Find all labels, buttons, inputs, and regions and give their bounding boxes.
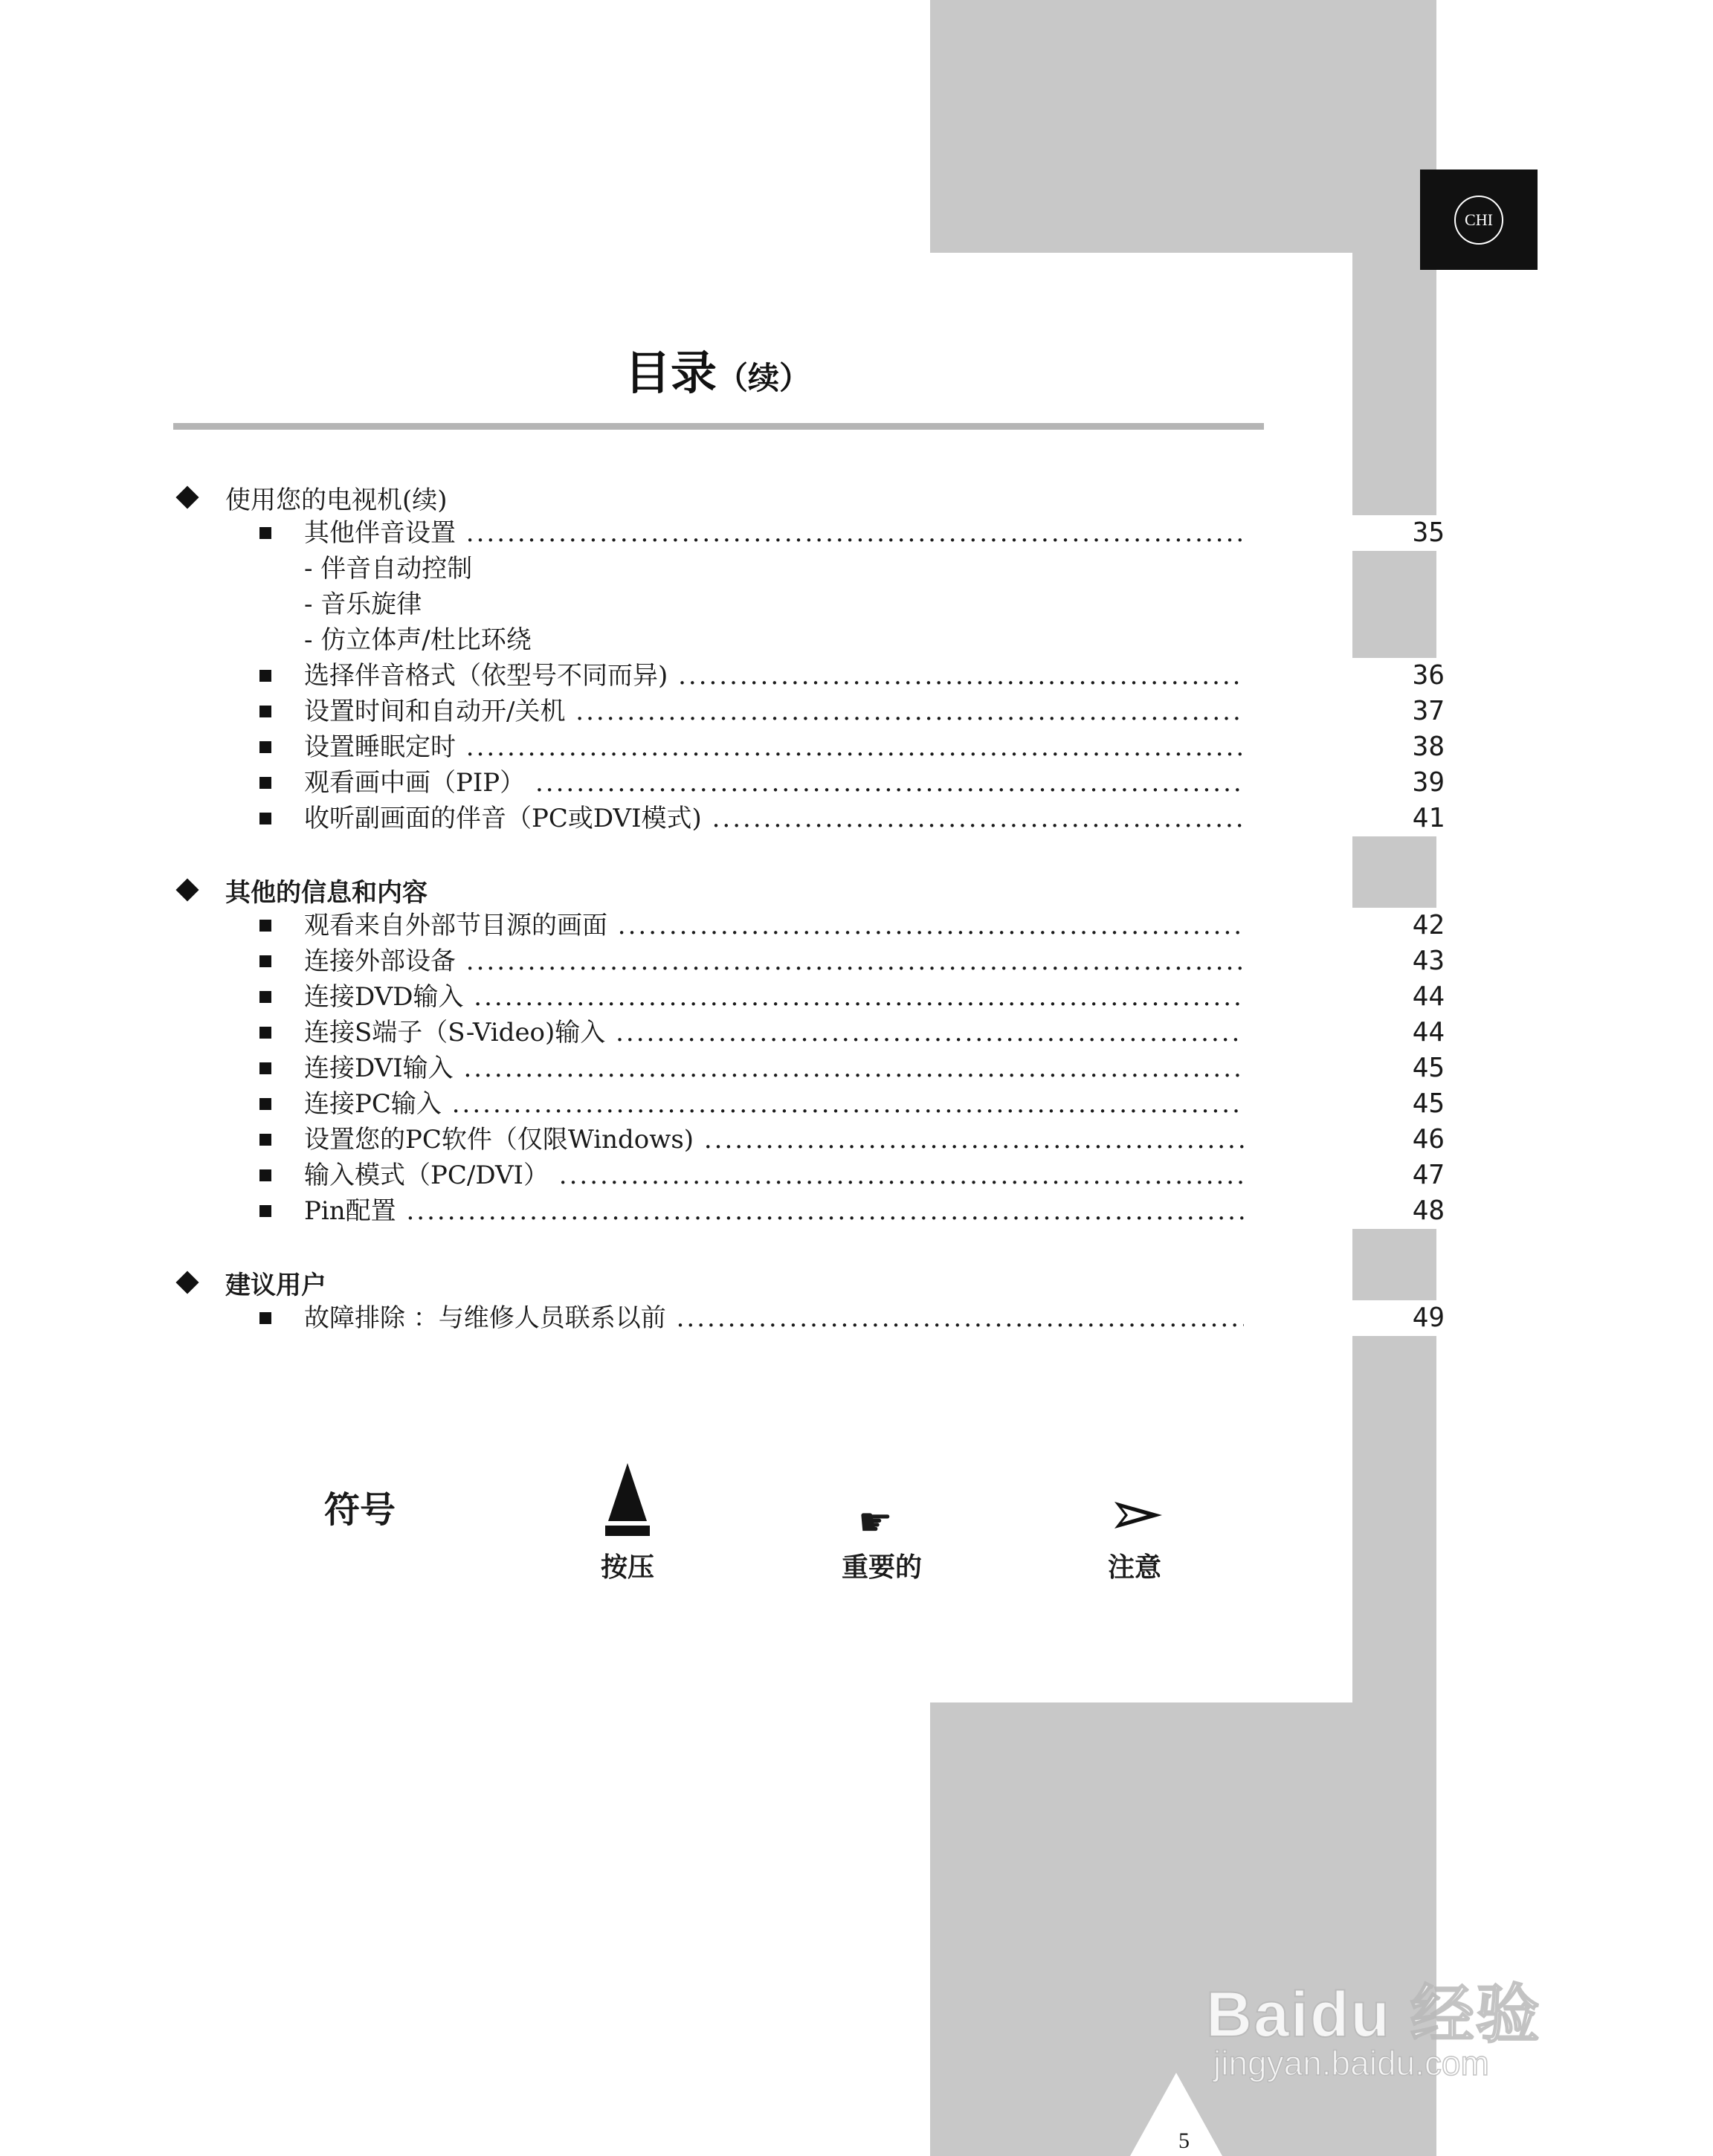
diamond-bullet-icon [175,1271,199,1294]
toc-subentry: - 仿立体声/杜比环绕 [304,625,532,655]
toc-entry-label: 连接DVI输入 ..... [304,1050,1356,1086]
toc-entry-page-area [1244,765,1445,801]
language-tab-label: CHI [1454,196,1503,245]
toc-section-title: 其他的信息和内容 [225,877,428,908]
diamond-bullet-icon [175,878,199,901]
toc-entry-page-area [1244,1015,1445,1050]
toc-entry [173,765,1445,801]
toc-entry-page-area [1244,979,1445,1015]
toc-entry [173,1122,1445,1158]
toc-section [173,872,1445,1229]
toc-entry [173,1086,1445,1122]
square-bullet-icon [259,1098,271,1110]
square-bullet-icon [259,670,271,682]
toc-section-title: 使用您的电视机(续) [225,485,448,515]
title-divider [173,423,1264,430]
pointing-hand-icon: ☛ [858,1500,893,1545]
square-bullet-icon [259,1027,271,1039]
symbol-press-caption: 按压 [600,1552,654,1583]
diamond-bullet-icon [175,485,199,509]
table-of-contents [173,480,1445,1336]
square-bullet-icon [259,527,271,539]
toc-entry-page-area [1244,729,1445,765]
square-bullet-icon [259,1169,271,1181]
toc-entry-page: 35 [1412,517,1445,548]
toc-entry-page-area [1244,1122,1445,1158]
toc-entry [173,1158,1445,1193]
toc-entry [173,1050,1445,1086]
toc-entry-label: 连接S端子（S-Video)输入 ..... [304,1015,1356,1050]
page-title [171,336,1264,402]
toc-entry-label: 观看来自外部节目源的画面 ..... [304,908,1356,943]
toc-entry-label: Pin配置 ..... [304,1193,1356,1229]
symbols-heading: 符号 [324,1489,396,1531]
toc-entry [173,979,1445,1015]
toc-entry-page: 37 [1412,696,1445,726]
toc-entry-page-area [1244,1158,1445,1193]
square-bullet-icon [259,706,271,717]
watermark-main: Baidu 经验 [1206,1979,1541,2050]
toc-entry-page-area [1244,515,1445,551]
toc-entry [173,1015,1445,1050]
square-bullet-icon [259,777,271,789]
toc-entry [173,1193,1445,1229]
toc-entry-page-area [1244,1193,1445,1229]
toc-section-heading [173,872,1274,908]
toc-entry-label: 选择伴音格式（依型号不同而异) ..... [304,658,1356,694]
arrowhead-icon [1114,1500,1162,1530]
toc-entry-page: 44 [1412,1017,1445,1048]
square-bullet-icon [259,1312,271,1324]
toc-entry [173,515,1445,551]
square-bullet-icon [259,1062,271,1074]
toc-entry-page: 45 [1412,1053,1445,1083]
toc-entry-page: 36 [1412,660,1445,691]
toc-section-title: 建议用户 [225,1270,326,1300]
toc-entry-label: 观看画中画（PIP） ..... [304,765,1356,801]
symbol-important-caption: 重要的 [841,1552,922,1583]
toc-subentry: - 伴音自动控制 [304,554,473,584]
toc-entry-label: 连接外部设备 ..... [304,943,1356,979]
toc-entry [173,1300,1445,1336]
toc-entry-page-area [1244,1086,1445,1122]
toc-entry-page-area [1244,943,1445,979]
toc-entry-label: 连接PC输入 ..... [304,1086,1356,1122]
toc-section-heading [173,1265,1274,1300]
toc-entry-page-area [1244,1050,1445,1086]
square-bullet-icon [259,955,271,967]
toc-entry-page-area [1244,1300,1445,1336]
toc-entry-label: 设置时间和自动开/关机 ..... [304,694,1356,729]
toc-section [173,480,1445,836]
toc-entry-page: 46 [1412,1124,1445,1155]
toc-entry-page: 44 [1412,981,1445,1012]
toc-entry-page: 38 [1412,732,1445,762]
toc-entry-page-area [1244,694,1445,729]
toc-entry-page: 47 [1412,1160,1445,1190]
toc-entry-label: 故障排除 ：与维修人员联系以前 ..... [304,1300,1356,1336]
toc-entry [173,694,1445,729]
square-bullet-icon [259,991,271,1003]
toc-entry-label: 连接DVD输入 ..... [304,979,1356,1015]
toc-entry-page: 41 [1412,803,1445,833]
toc-entry-label: 设置您的PC软件（仅限Windows) ..... [304,1122,1356,1158]
toc-subentry: - 音乐旋律 [304,590,422,619]
toc-section [173,1265,1445,1336]
toc-entry-page-area [1244,658,1445,694]
toc-section-heading [173,480,1274,515]
toc-entry [173,658,1445,694]
toc-entry-page: 42 [1412,910,1445,940]
toc-entry-page: 49 [1412,1303,1445,1333]
toc-entry-page: 45 [1412,1088,1445,1119]
toc-entry [173,729,1445,765]
toc-entry-label: 其他伴音设置 ..... [304,515,1356,551]
square-bullet-icon [259,813,271,824]
square-bullet-icon [259,1205,271,1217]
toc-entry [173,908,1445,943]
toc-entry-page: 48 [1412,1195,1445,1226]
toc-entry-page: 39 [1412,767,1445,798]
toc-entry [173,943,1445,979]
symbol-note-caption: 注意 [1107,1552,1161,1583]
page-title-suffix: （续） [717,360,811,396]
square-bullet-icon [259,1134,271,1146]
toc-entry-label: 收听副画面的伴音（PC或DVI模式) ..... [304,801,1356,836]
page-title-main: 目录 [624,346,717,400]
square-bullet-icon [259,920,271,932]
toc-entry-page-area [1244,801,1445,836]
page-number: 5 [1178,2128,1190,2153]
press-triangle-icon [605,1463,650,1537]
toc-entry [173,801,1445,836]
square-bullet-icon [259,741,271,753]
toc-entry-label: 输入模式（PC/DVI） ..... [304,1158,1356,1193]
watermark [1206,1963,1682,2111]
watermark-sub: jingyan.baidu.com [1213,2044,1489,2082]
toc-entry-page: 43 [1412,946,1445,976]
language-tab [1420,170,1538,270]
toc-entry-label: 设置睡眠定时 ..... [304,729,1356,765]
toc-entry-page-area [1244,908,1445,943]
